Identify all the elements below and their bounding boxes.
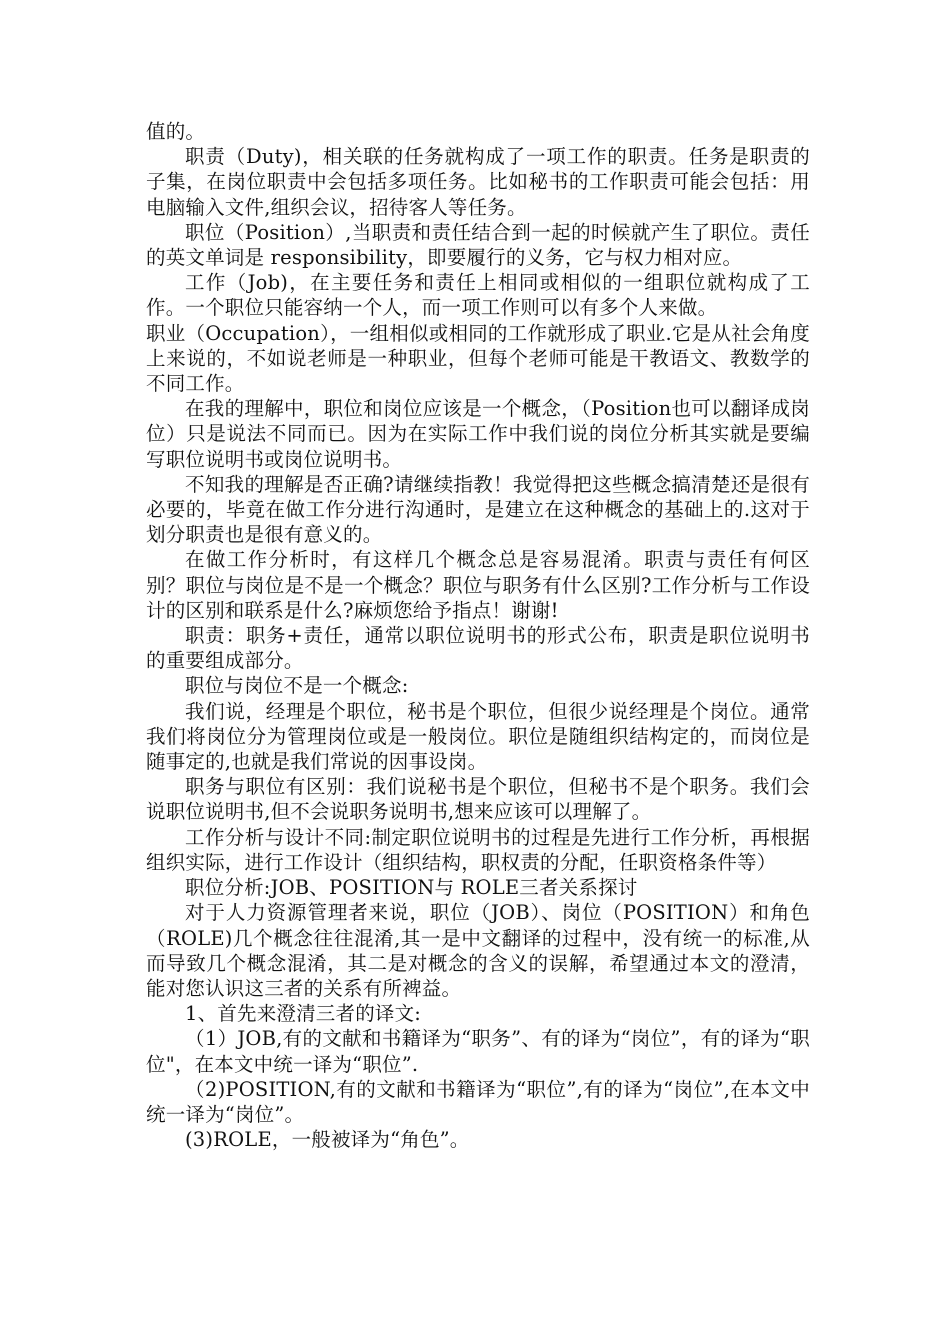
paragraph-8: 在做工作分析时，有这样几个概念总是容易混淆。职责与责任有何区别？职位与岗位是不是一个概念？职位与职务有什么区别?工作分析与工作设计的区别和联系是什么?麻烦您给予指点！谢谢! — [146, 548, 810, 622]
paragraph-3: 职位（Position）,当职责和责任结合到一起的时候就产生了职位。责任的英文单词是 responsibility，即要履行的义务，它与权力相对应。 — [146, 220, 810, 270]
paragraph-19: (3)ROLE，一般被译为“角色”。 — [185, 1128, 470, 1152]
paragraph-4: 工作（Job)，在主要任务和责任上相同或相似的一组职位就构成了工作。一个职位只能容纳一个人，而一项工作则可以有多个人来做。 — [146, 271, 810, 320]
paragraph-12: 职务与职位有区别：我们说秘书是个职位，但秘书不是个职务。我们会说职位说明书,但不会说职务说明书,想来应该可以理解了。 — [146, 775, 810, 824]
document-body — [146, 119, 810, 1152]
paragraph-6: 在我的理解中，职位和岗位应该是一个概念，（Position也可以翻译成岗位）只是说法不同而已。因为在实际工作中我们说的岗位分析其实就是要编写职位说明书或岗位说明书。 — [146, 397, 810, 471]
paragraph-2: 职责（Duty)，相关联的任务就构成了一项工作的职责。任务是职责的子集，在岗位职责中会包括多项任务。比如秘书的工作职责可能会包括：用电脑输入文件,组织会议，招待客人等任务。 — [146, 145, 810, 219]
paragraph-18: （2)POSITION,有的文献和书籍译为“职位”,有的译为“岗位”,在本文中统一译为“岗位”。 — [146, 1077, 810, 1126]
paragraph-16: 1、首先来澄清三者的译文: — [185, 1002, 422, 1026]
paragraph-14: 职位分析:JOB、POSITION与 ROLE三者关系探讨 — [185, 876, 638, 900]
paragraph-15: 对于人力资源管理者来说，职位（JOB）、岗位（POSITION）和角色（ROLE)几个概念往往混淆,其一是中文翻译的过程中，没有统一的标准,从而导致几个概念混淆，其二是对概念的含义的误解，希望通过本文的澄清，能对您认识这三者的关系有所裨益。 — [146, 901, 810, 1000]
paragraph-1: 值的。 — [146, 120, 206, 143]
paragraph-13: 工作分析与设计不同:制定职位说明书的过程是先进行工作分析，再根据组织实际，进行工作设计（组织结构，职权责的分配，任职资格条件等） — [146, 825, 810, 874]
paragraph-10: 职位与岗位不是一个概念: — [185, 674, 409, 698]
paragraph-11: 我们说，经理是个职位，秘书是个职位，但很少说经理是个岗位。通常我们将岗位分为管理岗位或是一般岗位。职位是随组织结构定的，而岗位是随事定的,也就是我们常说的因事设岗。 — [146, 699, 810, 774]
paragraph-7: 不知我的理解是否正确?请继续指教！我觉得把这些概念搞清楚还是很有必要的，毕竟在做工作分进行沟通时，是建立在这种概念的基础上的.这对于划分职责也是很有意义的。 — [146, 472, 810, 547]
paragraph-9: 职责：职务+责任，通常以职位说明书的形式公布，职责是职位说明书的重要组成部分。 — [146, 624, 810, 673]
paragraph-17: （1）JOB,有的文献和书籍译为“职务”、有的译为“岗位”，有的译为“职位"，在本文中统一译为“职位”. — [146, 1027, 810, 1076]
paragraph-5: 职业（Occupation），一组相似或相同的工作就形成了职业.它是从社会角度上来说的，不如说老师是一种职业，但每个老师可能是干教语文、教数学的不同工作。 — [146, 321, 810, 396]
